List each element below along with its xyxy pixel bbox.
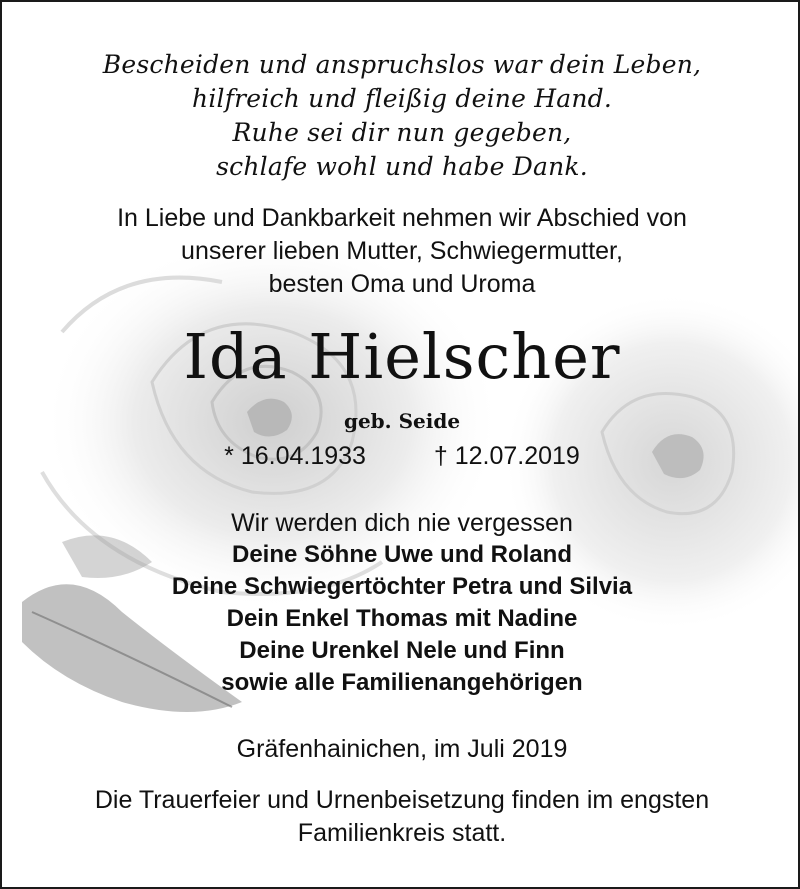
- funeral-note-line: Die Trauerfeier und Urnenbeisetzung finden im engsten: [94, 786, 710, 814]
- mourners-intro: Wir werden dich nie vergessen: [231, 509, 573, 537]
- intro-line: unserer lieben Mutter, Schwiegermutter,: [181, 237, 623, 265]
- death-date: † 12.07.2019: [433, 442, 580, 470]
- deceased-name: Ida Hielscher: [183, 320, 621, 393]
- place-date: Gräfenhainichen, im Juli 2019: [236, 735, 568, 763]
- intro-line: besten Oma und Uroma: [268, 270, 536, 298]
- verse-line: Ruhe sei dir nun gegeben,: [232, 118, 572, 147]
- mourner-line: Dein Enkel Thomas mit Nadine: [226, 605, 578, 632]
- mourner-line: Deine Urenkel Nele und Finn: [239, 637, 565, 664]
- notice-content: [2, 2, 800, 889]
- funeral-note-line: Familienkreis statt.: [297, 819, 507, 847]
- verse-line: schlafe wohl und habe Dank.: [216, 152, 588, 181]
- mourner-line: Deine Schwiegertöchter Petra und Silvia: [171, 573, 633, 600]
- intro-line: In Liebe und Dankbarkeit nehmen wir Abschied von: [117, 204, 687, 232]
- mourner-line: sowie alle Familienangehörigen: [221, 669, 583, 696]
- verse-line: hilfreich und fleißig deine Hand.: [192, 84, 612, 113]
- mourner-line: Deine Söhne Uwe und Roland: [231, 541, 573, 568]
- maiden-name: geb. Seide: [343, 409, 461, 433]
- life-dates: [2, 442, 800, 471]
- birth-date: * 16.04.1933: [224, 442, 366, 470]
- verse-line: Bescheiden und anspruchslos war dein Leben,: [102, 50, 702, 79]
